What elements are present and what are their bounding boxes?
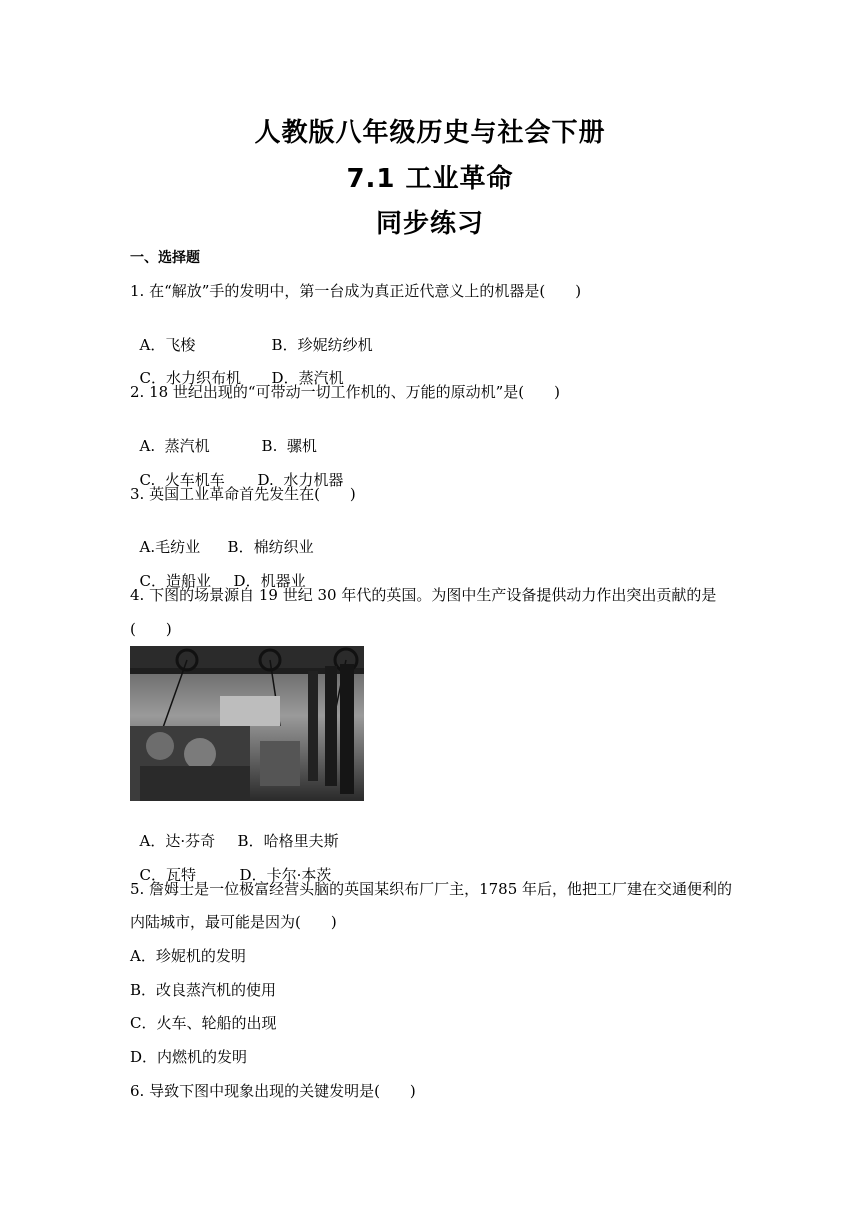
option-d: D．蒸汽机: [271, 369, 344, 387]
question-stem-continuation: ( ): [130, 620, 172, 638]
doc-subtitle: 7.1 工业革命: [346, 164, 514, 194]
doc-subtitle-2: 同步练习: [375, 209, 484, 239]
question-stem: 3. 英国工业革命首先发生在( ): [130, 485, 356, 503]
question-stem: 6. 导致下图中现象出现的关键发明是( ): [130, 1082, 416, 1100]
option-c: C. 火车机车: [139, 471, 225, 489]
option-b: B．改良蒸汽机的使用: [130, 981, 277, 999]
factory-photo: [130, 646, 364, 801]
option-d: D．机器业: [233, 572, 306, 590]
question-stem: 1. 在“解放”手的发明中，第一台成为真正近代意义上的机器是( ): [130, 282, 582, 300]
question-stem: 2. 18 世纪出现的“可带动一切工作机的、万能的原动机”是( ): [130, 383, 560, 401]
option-b: B．棉纺织业: [227, 538, 314, 556]
option-d: D．内燃机的发明: [130, 1048, 248, 1066]
option-a: A．飞梭: [139, 336, 196, 354]
option-d: D．卡尔·本茨: [239, 866, 332, 884]
section-heading: 一、选择题: [130, 250, 200, 266]
option-a: A．珍妮机的发明: [130, 947, 246, 965]
question-stem: 4. 下图的场景源自 19 世纪 30 年代的英国。为图中生产设备提供动力作出突出贡献的是: [130, 586, 717, 604]
doc-title: 人教版八年级历史与社会下册: [254, 118, 606, 148]
option-a: A. 蒸汽机: [139, 437, 210, 455]
option-a: A.毛纺业: [139, 538, 201, 556]
option-a: A．达·芬奇: [139, 832, 216, 850]
option-c: C．瓦特: [139, 866, 197, 884]
option-b: B. 骡机: [261, 437, 317, 455]
option-c: C．造船业: [139, 572, 212, 590]
option-b: B．珍妮纺纱机: [271, 336, 373, 354]
option-b: B．哈格里夫斯: [237, 832, 339, 850]
question-stem-continuation: 内陆城市，最可能是因为( ): [130, 913, 337, 931]
option-c: C．水力织布机: [139, 369, 242, 387]
option-d: D. 水力机器: [257, 471, 344, 489]
question-stem: 5. 詹姆士是一位极富经营头脑的英国某织布厂厂主，1785 年后，他把工厂建在交通便利的: [130, 880, 733, 898]
option-c: C．火车、轮船的出现: [130, 1014, 277, 1032]
